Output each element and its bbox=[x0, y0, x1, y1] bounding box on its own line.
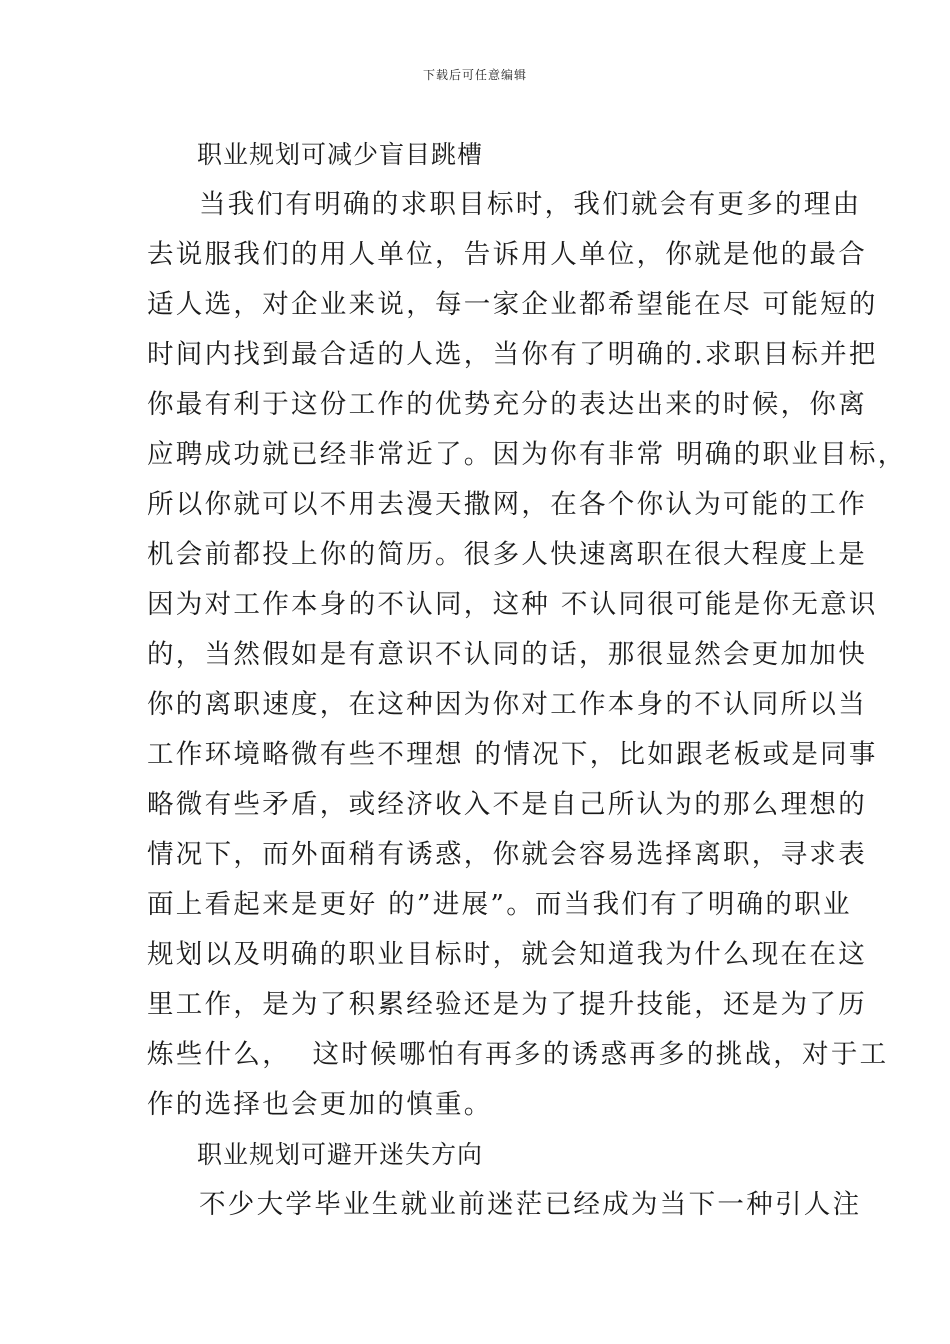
section-paragraph bbox=[147, 180, 907, 1130]
text-line: 机会前都投上你的简历。很多人快速离职在很大程度上是 bbox=[147, 539, 867, 570]
text-line: 规划以及明确的职业目标时，就会知道我为什么现在在这 bbox=[147, 939, 867, 970]
text-line: 情况下，而外面稍有诱惑，你就会容易选择离职，寻求表 bbox=[147, 839, 867, 870]
document-body bbox=[147, 130, 907, 1230]
text-line: 不少大学毕业生就业前迷茫已经成为当下一种引人注 bbox=[199, 1189, 862, 1220]
text-line: 去说服我们的用人单位，告诉用人单位，你就是他的最合 bbox=[147, 239, 867, 270]
page-header-note: 下载后可任意编辑 bbox=[422, 68, 527, 82]
text-line: 工作环境略微有些不理想 的情况下，比如跟老板或是同事 bbox=[147, 739, 878, 770]
section-heading: 职业规划可避开迷失方向 bbox=[197, 1140, 484, 1169]
text-line: 的，当然假如是有意识不认同的话，那很显然会更加加快 bbox=[147, 639, 867, 670]
text-line: 时间内找到最合适的人选，当你有了明确的.求职目标并把 bbox=[147, 339, 878, 370]
text-line: 面上看起来是更好 的”进展”。而当我们有了明确的职业 bbox=[147, 889, 852, 920]
text-line: 所以你就可以不用去漫天撒网，在各个你认为可能的工作 bbox=[147, 489, 867, 520]
text-line: 因为对工作本身的不认同，这种 不认同很可能是你无意识 bbox=[147, 589, 878, 620]
text-line: 里工作，是为了积累经验还是为了提升技能，还是为了历 bbox=[147, 989, 867, 1020]
text-line: 作的选择也会更加的慎重。 bbox=[147, 1089, 493, 1120]
text-line: 你的离职速度，在这种因为你对工作本身的不认同所以当 bbox=[147, 689, 867, 720]
section-heading: 职业规划可减少盲目跳槽 bbox=[197, 140, 484, 169]
text-line: 当我们有明确的求职目标时，我们就会有更多的理由 bbox=[199, 189, 862, 220]
text-line: 略微有些矛盾，或经济收入不是自己所认为的那么理想的 bbox=[147, 789, 867, 820]
text-line: 适人选，对企业来说，每一家企业都希望能在尽 可能短的 bbox=[147, 289, 878, 320]
section-paragraph bbox=[147, 1180, 862, 1230]
text-line: 应聘成功就已经非常近了。因为你有非常 明确的职业目标， bbox=[147, 439, 907, 470]
text-line: 炼些什么， 这时候哪怕有再多的诱惑再多的挑战，对于工 bbox=[147, 1039, 889, 1070]
text-line: 你最有利于这份工作的优势充分的表达出来的时候，你离 bbox=[147, 389, 867, 420]
